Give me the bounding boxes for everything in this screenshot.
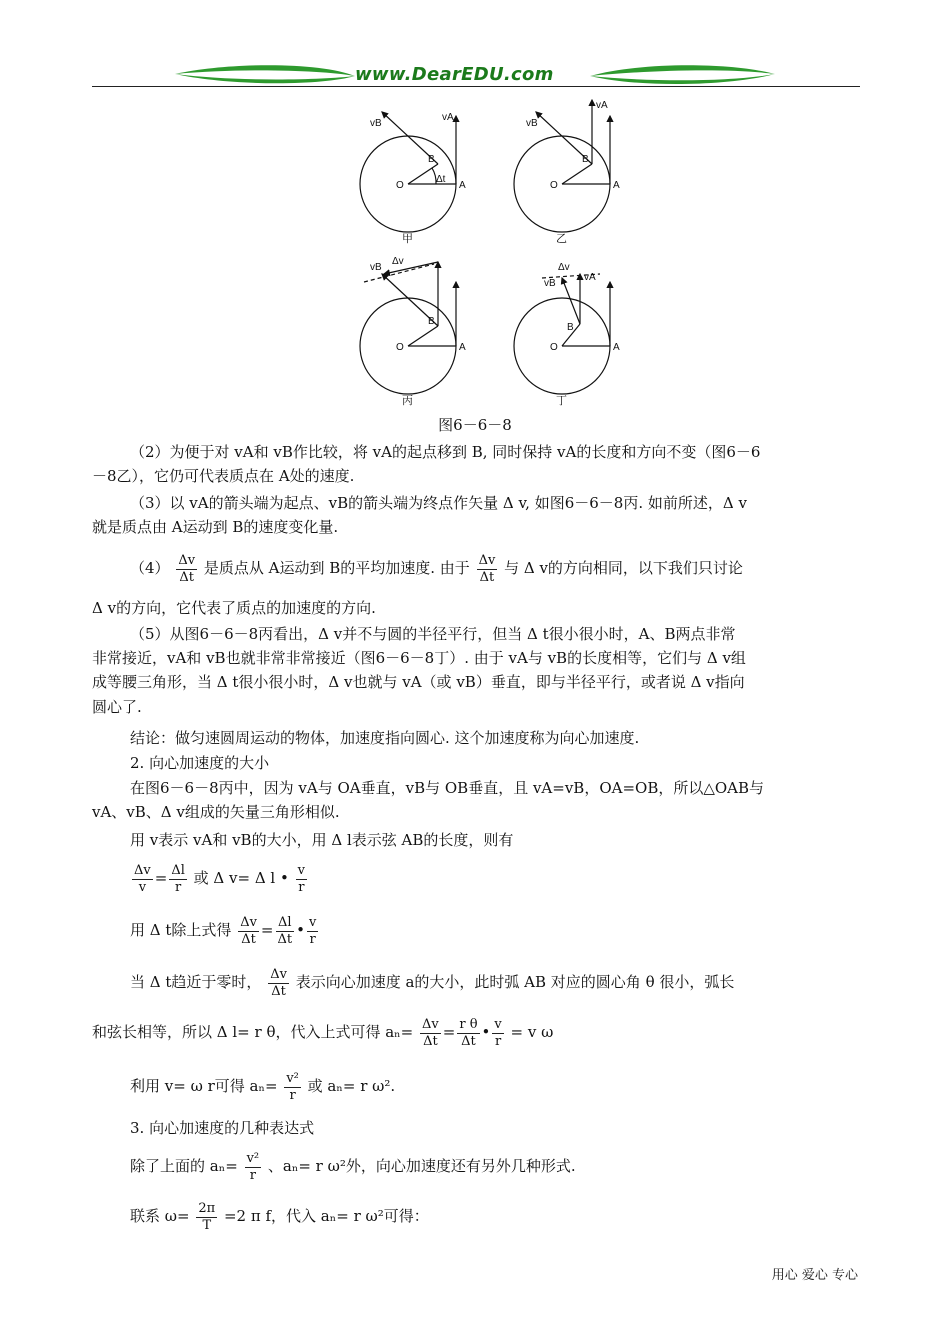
label-vb-4: vB (544, 278, 556, 289)
label-dv-4: Δv (558, 262, 570, 273)
frac-dv-dt-2: $\frac{\Delta v}{\Delta t}$ (478, 552, 496, 585)
label-va-1: vA (442, 112, 454, 123)
label-dt-1: Δt (436, 174, 446, 185)
label-va-4: vA (584, 272, 596, 283)
p2-line1: （2）为便于对 vA和 vB作比较，将 vA的起点移到 B, 同时保持 vA的长度和方向不变（图6－6 (130, 443, 761, 461)
p3-line1: （3）以 vA的箭头端为起点、vB的箭头端为终点作矢量 Δ v, 如图6－6－8丙. 如前所述，Δ v (130, 494, 747, 512)
eq5-pre: 利用 v= ω r可得 aₙ= (130, 1077, 278, 1095)
label-o-1: O (396, 180, 404, 191)
equation-4: 和弦长相等，所以 Δ l= r θ，代入上式可得 aₙ= $\frac{\Delta v}{\Delta t}$ = $\frac{\text{r θ}}{\Delta t}$ • $\frac{v}{r}$ = v ω (92, 1016, 554, 1049)
label-a-4: A (613, 342, 620, 353)
p5-line4: 圆心了. (92, 698, 142, 716)
sec3-line2 (130, 1196, 429, 1236)
footer-slogan: 用心 爱心 专心 (771, 1268, 858, 1283)
frac-v2-r-2: $\frac{\text{v²}}{r}$ (246, 1150, 260, 1183)
label-b-4: B (567, 322, 574, 333)
p4-mid: 是质点从 A运动到 B的平均加速度. 由于 (203, 559, 470, 577)
equation-2: 用 Δ t除上式得 $\frac{\Delta v}{\Delta t}$ = $\frac{\Delta l}{\Delta t}$ • $\frac{v}{r}$ (130, 914, 317, 947)
frac-v-r-2: $\frac{v}{r}$ (308, 914, 317, 947)
panel-label-bing: 丙 (402, 394, 413, 407)
eq3-post: 表示向心加速度 a的大小，此时弧 AB 对应的圆心角 θ 很小，弧长 (295, 973, 735, 991)
frac-dv-dt: $\frac{\Delta v}{\Delta t}$ (178, 552, 196, 585)
label-b-3: B (428, 316, 435, 327)
p4-pre: （4） (130, 559, 170, 577)
p4-line2: Δ v的方向，它代表了质点的加速度的方向. (92, 599, 376, 617)
site-logo[interactable]: www.DearEDU.com (355, 64, 554, 85)
eq2-pre: 用 Δ t除上式得 (130, 921, 232, 939)
label-b-1: B (428, 154, 435, 165)
p4-line1 (130, 548, 743, 588)
figure-circle-diagrams (340, 96, 630, 408)
figure-caption: 图6－6－8 (438, 416, 512, 434)
label-o-2: O (550, 180, 558, 191)
sec3-l2-pre: 联系 ω= (130, 1207, 190, 1225)
eq5-post: 或 aₙ= r ω². (307, 1077, 396, 1095)
frac-dl-dt: $\frac{\Delta l}{\Delta t}$ (277, 914, 293, 947)
p5-line3: 成等腰三角形，当 Δ t很小很小时，Δ v也就与 vA（或 vB）垂直，即与半径平行，或者说 Δ v指向 (92, 673, 745, 691)
frac-dl-r: $\frac{\Delta l}{r}$ (171, 862, 185, 895)
p3-line2: 就是质点由 A运动到 B的速度变化量. (92, 518, 339, 536)
eq1-mid: 或 Δ v= Δ l • (193, 869, 289, 887)
label-a-1: A (459, 180, 466, 191)
panel-label-yi: 乙 (556, 232, 567, 245)
eq4-post: = v ω (510, 1023, 554, 1041)
frac-dv-dt-3: $\frac{\Delta v}{\Delta t}$ (240, 914, 257, 947)
label-vb-2: vB (526, 118, 538, 129)
eq4-pre: 和弦长相等，所以 Δ l= r θ，代入上式可得 aₙ= (92, 1023, 414, 1041)
conclusion: 结论：做匀速圆周运动的物体，加速度指向圆心. 这个加速度称为向心加速度. (130, 729, 640, 747)
frac-dv-dt-5: $\frac{\Delta v}{\Delta t}$ (422, 1016, 439, 1049)
section2-title: 2. 向心加速度的大小 (130, 754, 270, 772)
label-o-3: O (396, 342, 404, 353)
frac-rtheta-dt: $\frac{\text{r θ}}{\Delta t}$ (459, 1016, 478, 1049)
sec3-l2-post: =2 π f，代入 aₙ= r ω²可得： (223, 1207, 429, 1225)
label-dv-3: Δv (392, 256, 404, 267)
sec3-l1-post: 、aₙ= r ω²外，向心加速度还有另外几种形式. (267, 1157, 576, 1175)
label-vb-3: vB (370, 262, 382, 273)
frac-dv-v: $\frac{\Delta v}{v}$ (134, 862, 151, 895)
label-o-4: O (550, 342, 558, 353)
eq3-pre: 当 Δ t趋近于零时， (130, 973, 262, 991)
panel-label-ding: 丁 (556, 394, 567, 407)
frac-2pi-T: $\frac{2\pi}{T}$ (198, 1200, 216, 1233)
p5-line1: （5）从图6－6－8丙看出，Δ v并不与圆的半径平行，但当 Δ t很小很小时，A、B两点非常 (130, 625, 736, 643)
frac-v2-r: $\frac{\text{v²}}{r}$ (286, 1070, 299, 1103)
sec3-line1 (130, 1146, 576, 1186)
frac-v-r-3: $\frac{v}{r}$ (494, 1016, 502, 1049)
label-a-2: A (613, 180, 620, 191)
header-rule (92, 86, 860, 87)
equation-3 (130, 962, 734, 1002)
sec3-l1-pre: 除了上面的 aₙ= (130, 1157, 238, 1175)
p5-line2: 非常接近，vA和 vB也就非常非常接近（图6－6－8丁）. 由于 vA与 vB的长度相等，它们与 Δ v组 (92, 649, 746, 667)
p2-line2: －8乙），它仍可代表质点在 A处的速度. (92, 467, 355, 485)
label-b-2: B (582, 154, 589, 165)
label-a-3: A (459, 342, 466, 353)
label-va-2: vA (596, 100, 608, 111)
label-vb-1: vB (370, 118, 382, 129)
sec2-line3: 用 v表示 vA和 vB的大小，用 Δ l表示弦 AB的长度，则有 (130, 831, 514, 849)
frac-dv-dt-4: $\frac{\Delta v}{\Delta t}$ (270, 966, 287, 999)
equation-5 (130, 1066, 395, 1106)
section3-title: 3. 向心加速度的几种表达式 (130, 1119, 315, 1137)
equation-1: $\frac{\Delta v}{v}$ = $\frac{\Delta l}{r}$ 或 Δ v= Δ l • $\frac{v}{r}$ (134, 862, 305, 895)
panel-label-jia: 甲 (402, 232, 413, 245)
p4-post: 与 Δ v的方向相同，以下我们只讨论 (504, 559, 743, 577)
frac-v-r: $\frac{v}{r}$ (297, 862, 305, 895)
sec2-line2: vA、vB、Δ v组成的矢量三角形相似. (92, 803, 340, 821)
sec2-line1: 在图6－6－8丙中，因为 vA与 OA垂直，vB与 OB垂直，且 vA=vB，OA=OB，所以△OAB与 (130, 779, 765, 797)
